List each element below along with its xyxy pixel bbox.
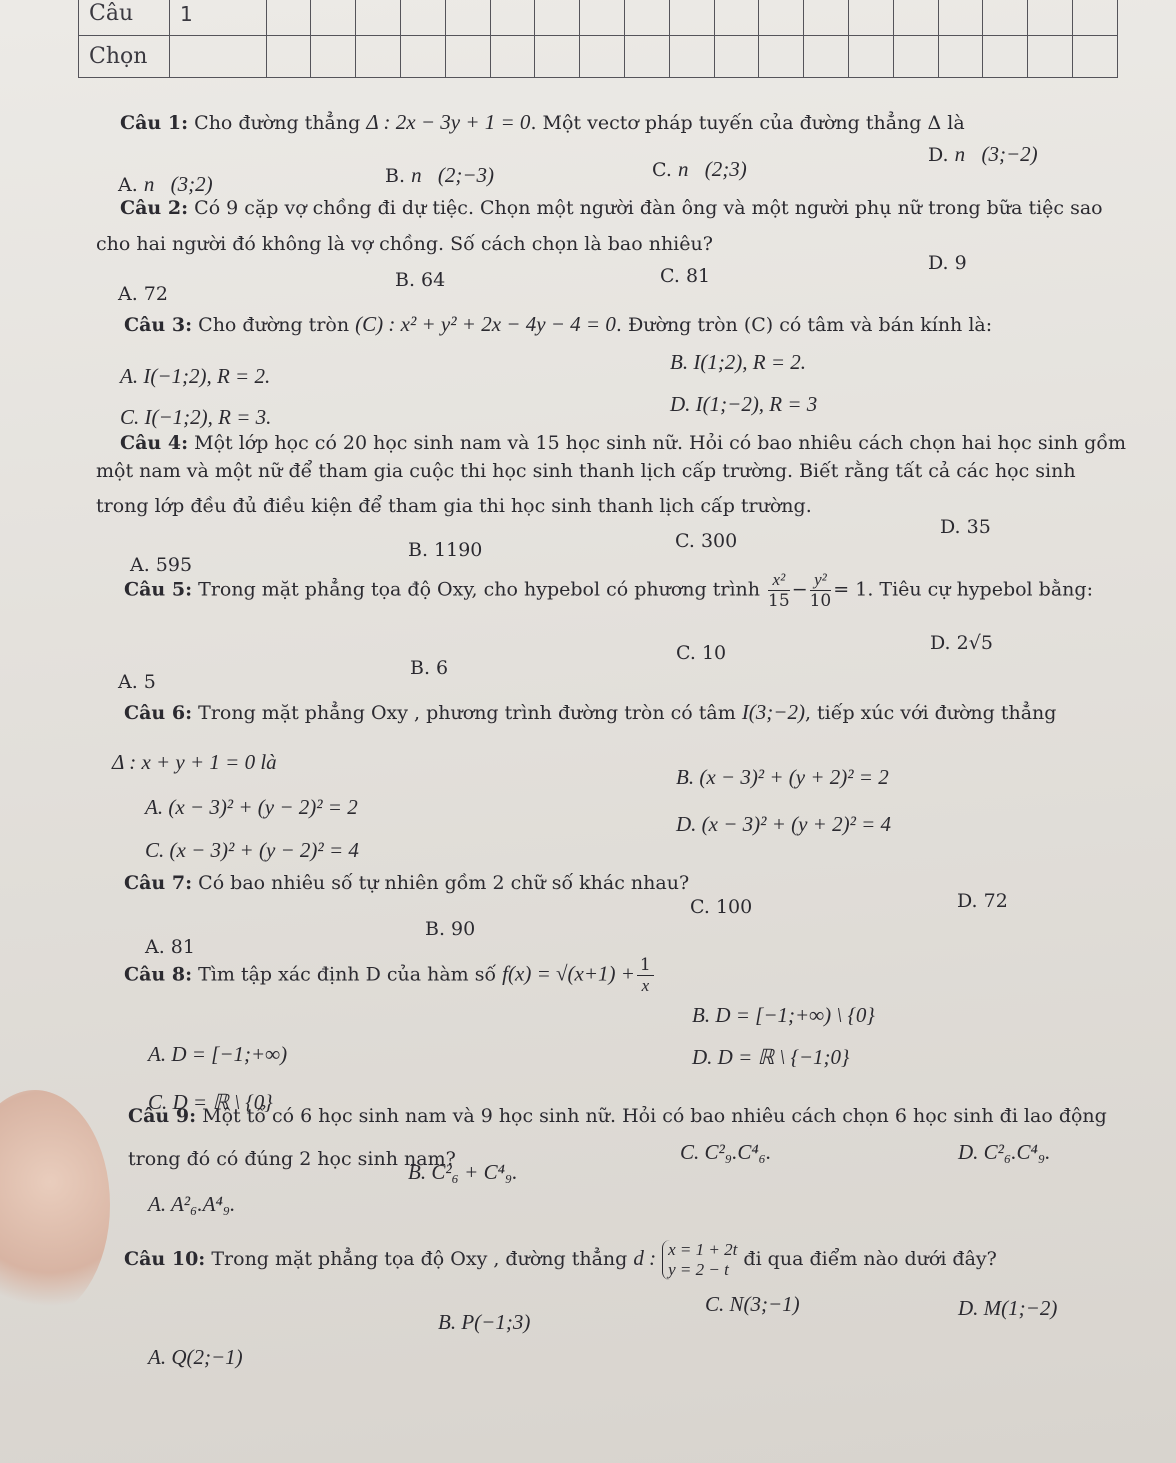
answer-table-cell: [759, 35, 804, 78]
answer-table-cell: [356, 0, 401, 35]
option-a[interactable]: A. 5: [118, 671, 156, 693]
option-letter: B.: [385, 165, 406, 187]
option-c[interactable]: C. 100: [690, 896, 753, 918]
question-text: , tiếp xúc với đường thẳng: [804, 702, 1057, 724]
answer-table-cell: [311, 0, 356, 35]
question-7-stem: [124, 872, 689, 894]
answer-table-cell: [266, 35, 311, 78]
option-letter: D.: [928, 144, 949, 166]
answer-table-label: Chọn: [79, 35, 170, 78]
question-label: Câu 9:: [128, 1105, 197, 1127]
question-label: Câu 7:: [124, 872, 193, 894]
fraction-1-over-x: [637, 955, 654, 996]
option-b[interactable]: B. (x − 3)² + (y + 2)² = 2: [676, 765, 889, 789]
option-b[interactable]: B. 90: [425, 918, 476, 940]
option-a[interactable]: A. D = [−1;+∞): [148, 1042, 288, 1066]
question-text: Cho đường tròn: [198, 314, 350, 336]
option-c[interactable]: C. 81: [660, 265, 711, 287]
question-10-stem: [124, 1240, 997, 1280]
option-c[interactable]: C. C²₉.C⁴₆.: [680, 1140, 772, 1164]
numerator: 1: [637, 955, 654, 976]
parametric-system: [662, 1240, 737, 1280]
option-a[interactable]: A. Q(2;−1): [148, 1345, 243, 1369]
answer-table-cell: [714, 35, 759, 78]
answer-table-cell: [170, 35, 267, 78]
denominator: 15: [768, 591, 790, 611]
option-b[interactable]: B. 6: [410, 657, 449, 679]
question-3-stem: [124, 312, 992, 337]
option-c[interactable]: [652, 157, 747, 182]
answer-table-cell: 1: [170, 0, 267, 35]
question-text: Một lớp học có 20 học sinh nam và 15 học sinh nữ. Hỏi có bao nhiêu cách chọn hai học sinh gồm: [194, 432, 1126, 454]
question-label: Câu 8:: [124, 963, 193, 986]
answer-table-cell: [983, 0, 1028, 35]
finger-shadow: [0, 1090, 110, 1320]
question-8-stem: [124, 955, 656, 996]
math-expression: (C) : x² + y² + 2x − 4y − 4 = 0: [355, 312, 616, 336]
option-d[interactable]: D. (x − 3)² + (y + 2)² = 4: [676, 812, 892, 836]
option-b[interactable]: B. 64: [395, 269, 446, 291]
option-c[interactable]: C. N(3;−1): [705, 1292, 800, 1316]
answer-table-cell: [804, 0, 849, 35]
system-line: y = 2 − t: [668, 1260, 729, 1279]
option-d[interactable]: [928, 142, 1038, 167]
denominator: 10: [809, 591, 832, 611]
question-text: Có bao nhiêu số tự nhiên gồm 2 chữ số khác nhau?: [198, 872, 690, 894]
option-value: n⃗(3;2): [143, 172, 213, 196]
answer-table-cell: [266, 0, 311, 35]
question-5-stem: [124, 570, 1093, 611]
question-2-stem: [120, 197, 1103, 219]
option-c[interactable]: C. (x − 3)² + (y − 2)² = 4: [145, 838, 359, 862]
math-expression: d :: [633, 1246, 657, 1270]
option-d[interactable]: D. M(1;−2): [958, 1296, 1058, 1320]
question-text: đi qua điểm nào dưới đây?: [743, 1248, 997, 1270]
option-a[interactable]: A. A²₆.A⁴₉.: [148, 1192, 236, 1216]
fraction-y2-over-10: [810, 570, 832, 611]
answer-table-cell: [1028, 0, 1073, 35]
option-c[interactable]: C. D = ℝ \ {0}: [148, 1090, 273, 1114]
question-4-stem-line2: một nam và một nữ để tham gia cuộc thi học sinh thanh lịch cấp trường. Biết rằng tất cả các học sinh: [96, 460, 1076, 482]
answer-table-cell: [849, 35, 894, 78]
question-label: Câu 1:: [120, 112, 189, 134]
option-a[interactable]: A. 595: [130, 554, 193, 576]
question-text: . Đường tròn (C) có tâm và bán kính là:: [615, 314, 993, 336]
question-text: Tìm tập xác định D của hàm số: [198, 963, 497, 986]
option-letter: A.: [118, 174, 138, 196]
option-b[interactable]: B. P(−1;3): [438, 1310, 531, 1334]
numerator: x²: [768, 570, 790, 591]
answer-table-cell: [535, 0, 580, 35]
option-d[interactable]: D. I(1;−2), R = 3: [670, 392, 818, 416]
question-label: Câu 2:: [120, 197, 189, 219]
numerator: y²: [810, 570, 832, 591]
answer-table-cell: [401, 35, 446, 78]
answer-table-cell: [625, 35, 670, 78]
option-d[interactable]: D. 2√5: [930, 632, 993, 654]
question-9-stem-line2: trong đó có đúng 2 học sinh nam?: [128, 1148, 456, 1170]
answer-table-cell: [356, 35, 401, 78]
option-letter: C.: [652, 159, 672, 181]
question-text: Cho đường thẳng: [194, 112, 361, 134]
option-b[interactable]: B. 1190: [408, 539, 483, 561]
option-a[interactable]: A. I(−1;2), R = 2.: [120, 364, 271, 388]
question-label: Câu 4:: [120, 432, 189, 454]
answer-table-cell: [401, 0, 446, 35]
answer-table-cell: [535, 35, 580, 78]
answer-table-cell: [1073, 0, 1118, 35]
question-9-stem: [128, 1105, 1107, 1127]
question-text: . Tiêu cự hypebol bằng:: [867, 578, 1093, 601]
option-a[interactable]: A. (x − 3)² + (y − 2)² = 2: [145, 795, 358, 819]
math-expression: I(3;−2): [741, 700, 805, 724]
question-6-stem: [124, 700, 1056, 725]
answer-table-cell: [1028, 35, 1073, 78]
answer-table-cell: [625, 0, 670, 35]
answer-table-cell: [311, 35, 356, 78]
question-text: Trong mặt phẳng tọa độ Oxy , đường thẳng: [211, 1248, 628, 1270]
option-c[interactable]: C. I(−1;2), R = 3.: [120, 405, 272, 429]
option-a[interactable]: A. 72: [118, 283, 168, 305]
answer-table-cell: [669, 35, 714, 78]
answer-table-cell: [580, 35, 625, 78]
option-value: n⃗(2;3): [677, 157, 747, 181]
option-b[interactable]: B. I(1;2), R = 2.: [670, 350, 807, 374]
system-line: x = 1 + 2t: [668, 1240, 738, 1259]
answer-table-cell: [893, 0, 938, 35]
question-label: Câu 6:: [124, 702, 193, 724]
answer-table-cell: [1073, 35, 1118, 78]
answer-table-cell: [445, 0, 490, 35]
question-text: . Một vectơ pháp tuyến của đường thẳng Δ là: [530, 112, 965, 134]
option-b[interactable]: B. C²₆ + C⁴₉.: [408, 1160, 518, 1184]
question-4-stem-line3: trong lớp đều đủ điều kiện để tham gia thi học sinh thanh lịch cấp trường.: [96, 495, 812, 517]
option-c[interactable]: C. 10: [676, 642, 727, 664]
answer-table-cell: [490, 0, 535, 35]
answer-table-cell: [445, 35, 490, 78]
option-c[interactable]: C. 300: [675, 530, 738, 552]
answer-table-cell: [938, 0, 983, 35]
question-1-stem: [120, 110, 965, 135]
question-text: Trong mặt phẳng tọa độ Oxy, cho hypebol có phương trình: [198, 578, 760, 601]
question-label: Câu 10:: [124, 1248, 206, 1270]
option-d[interactable]: D. D = ℝ \ {−1;0}: [692, 1045, 850, 1069]
question-6-stem-line2: Δ : x + y + 1 = 0 là: [112, 750, 277, 774]
question-label: Câu 5:: [124, 578, 193, 601]
option-d[interactable]: D. C²₆.C⁴₉.: [958, 1140, 1051, 1164]
question-text: Một tổ có 6 học sinh nam và 9 học sinh nữ. Hỏi có bao nhiêu cách chọn 6 học sinh đi lao động: [202, 1105, 1107, 1127]
answer-table-cell: [490, 35, 535, 78]
option-d[interactable]: D. 72: [957, 890, 1008, 912]
question-label: Câu 3:: [124, 314, 193, 336]
option-a[interactable]: A. 81: [145, 936, 195, 958]
option-a[interactable]: [118, 172, 213, 197]
question-text: Trong mặt phẳng Oxy , phương trình đường tròn có tâm: [198, 702, 736, 724]
option-d[interactable]: D. 9: [928, 252, 967, 274]
answer-table-cell: [669, 0, 714, 35]
answer-table-cell: [759, 0, 804, 35]
answer-table-cell: [983, 35, 1028, 78]
answer-table-cell: [893, 35, 938, 78]
fraction-x2-over-15: [768, 570, 790, 611]
math-expression: f(x) = √(x+1) +: [502, 961, 635, 986]
answer-table-row-choice: [79, 35, 1118, 78]
operator: −: [791, 578, 808, 601]
option-value: n⃗(2;−3): [411, 163, 495, 187]
option-b[interactable]: [385, 163, 494, 188]
answer-table-cell: [804, 35, 849, 78]
question-4-stem: [120, 432, 1126, 454]
answer-table-cell: [938, 35, 983, 78]
denominator: x: [641, 976, 650, 995]
answer-table-row-question: [79, 0, 1118, 35]
option-value: n⃗(3;−2): [954, 142, 1038, 166]
answer-table-cell: [714, 0, 759, 35]
answer-table-cell: [849, 0, 894, 35]
answer-table-label: Câu: [79, 0, 170, 35]
equals: = 1: [833, 578, 868, 601]
answer-table: [78, 0, 1118, 78]
option-d[interactable]: D. 35: [940, 516, 991, 538]
question-text: Có 9 cặp vợ chồng đi dự tiệc. Chọn một người đàn ông và một người phụ nữ trong bữa tiệc sao: [194, 197, 1103, 219]
math-expression: Δ : 2x − 3y + 1 = 0: [366, 110, 531, 134]
question-2-stem-line2: cho hai người đó không là vợ chồng. Số cách chọn là bao nhiêu?: [96, 233, 713, 255]
answer-table-cell: [580, 0, 625, 35]
option-b[interactable]: B. D = [−1;+∞) \ {0}: [692, 1003, 875, 1027]
